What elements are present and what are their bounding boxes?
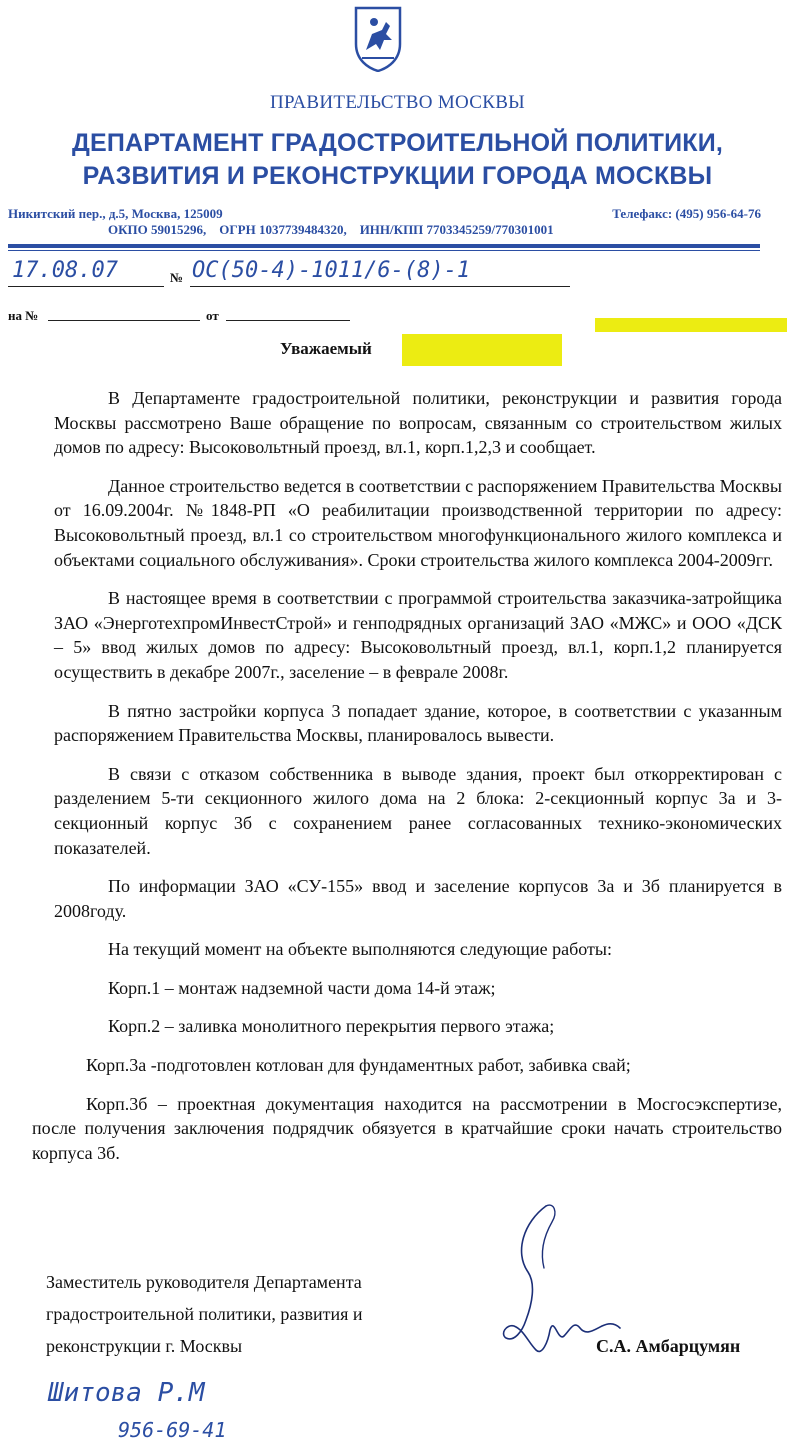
government-title: ПРАВИТЕЛЬСТВО МОСКВЫ	[269, 92, 526, 113]
date-underline	[8, 286, 164, 287]
letter-body	[32, 386, 782, 1179]
department-registry-codes: ОКПО 59015296, ОГРН 1037739484320, ИНН/КПП 7703345259/770301001	[108, 222, 554, 237]
department-title-line2: РАЗВИТИЯ И РЕКОНСТРУКЦИИ ГОРОДА МОСКВЫ	[82, 162, 713, 190]
moscow-coat-of-arms-icon	[352, 4, 404, 72]
paragraph: Данное строительство ведется в соответствии с распоряжением Правительства Москвы от 16.09.2004г. №1848-РП «О реабилитации производственной территории по адресу: Высоковольтный проезд, вл.1 со строительством многофункционального жилого комплекса и объектами социального обслуживания». Сроки строительства жилого комплекса 2004-2009гг.	[54, 475, 782, 570]
signer-position-line2: градостроительной политики, развития и	[46, 1304, 363, 1324]
department-address: Никитский пер., д.5, Москва, 125009	[8, 206, 223, 221]
paragraph: В Департаменте градостроительной политики, реконструкции и развития города Москвы рассмотрено Ваше обращение по вопросам, связанным со строительством жилых домов по адресу: Высоковольтный проезд, вл.1, корп.1,2,3 и сообщает.	[54, 388, 782, 458]
paragraph: Корп.2 – заливка монолитного перекрытия первого этажа;	[108, 1016, 555, 1037]
executor-name: Шитова Р.М	[48, 1378, 205, 1408]
paragraph: Корп.3а -подготовлен котлован для фундаментных работ, забивка свай;	[86, 1055, 631, 1076]
letterhead-rule-thick	[8, 244, 760, 248]
signer-name: С.А. Амбарцумян	[596, 1336, 741, 1356]
paragraph: Корп.1 – монтаж надземной части дома 14-й этаж;	[108, 977, 496, 998]
letterhead-rule-thin	[8, 250, 760, 251]
reference-date-label: от	[206, 308, 219, 323]
greeting: Уважаемый	[280, 339, 372, 358]
executor-phone: 956-69-41	[118, 1418, 227, 1442]
paragraph: Корп.3б – проектная документация находится на рассмотрении в Мосгосэкспертизе, после получения заключения подрядчик обязуется в кратчайшие сроки начать строительство корпуса 3б.	[32, 1093, 782, 1163]
department-title-line1: ДЕПАРТАМЕНТ ГРАДОСТРОИТЕЛЬНОЙ ПОЛИТИКИ,	[71, 129, 724, 157]
number-label: №	[170, 270, 184, 285]
signer-position-line3: реконструкции г. Москвы	[46, 1336, 243, 1356]
outgoing-number: ОС(50-4)-1011/6-(8)-1	[192, 258, 471, 283]
signer-position-line1: Заместитель руководителя Департамента	[46, 1272, 362, 1292]
reference-number-line	[48, 320, 200, 321]
paragraph: На текущий момент на объекте выполняются следующие работы:	[108, 939, 613, 960]
redaction-recipient-name	[402, 334, 562, 366]
paragraph: В связи с отказом собственника в выводе здания, проект был откорректирован с разделением 5-ти секционного жилого дома на 2 блока: 2-секционный корпус 3а и 3- секционный корпус 3б с сохранением ранее согласованных технико-экономических показателей.	[54, 763, 782, 858]
reference-date-line	[226, 320, 350, 321]
paragraph: В пятно застройки корпуса 3 попадает здание, которое, в соответствии с указанным распоряжением Правительства Москвы, планировалось вывести.	[54, 700, 782, 746]
number-underline	[190, 286, 570, 287]
outgoing-date: 17.08.07	[12, 258, 118, 283]
redaction-block	[595, 318, 787, 332]
paragraph: В настоящее время в соответствии с программой строительства заказчика-затройщика ЗАО «ЭнерготехпромИнвестСтрой» и генподрядных организаций ЗАО «МЖС» и ООО «ДСК – 5» ввод жилых домов по адресу: Высоковольтный проезд, вл.1, корп.1,2 планируется осуществить в декабре 2007г., заселение – в феврале 2008г.	[54, 588, 782, 682]
reference-number-label: на №	[8, 308, 39, 323]
paragraph: По информации ЗАО «СУ-155» ввод и заселение корпусов 3а и 3б планируется в 2008году.	[54, 876, 782, 921]
department-phonefax: Телефакс: (495) 956-64-76	[612, 206, 761, 221]
